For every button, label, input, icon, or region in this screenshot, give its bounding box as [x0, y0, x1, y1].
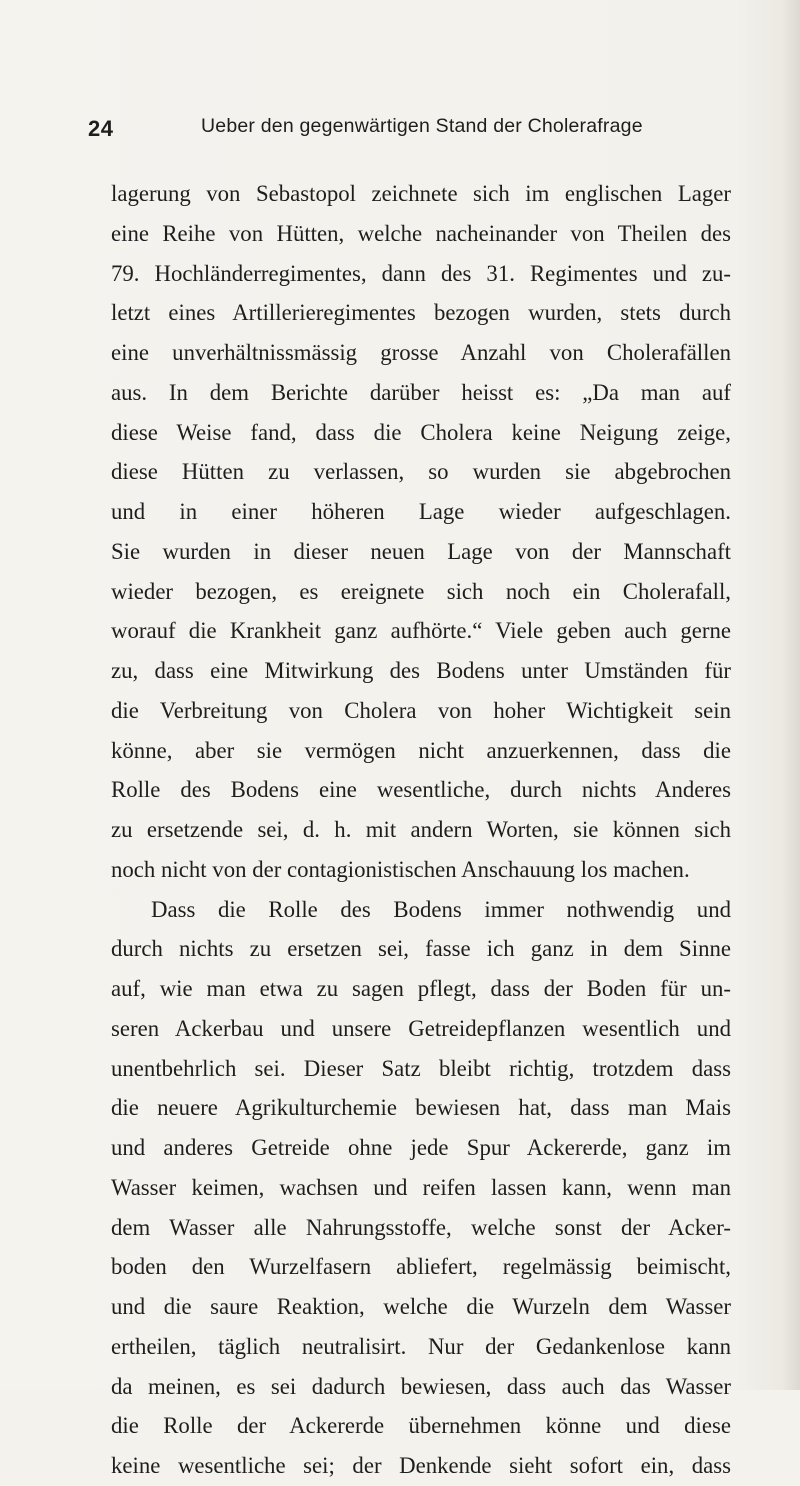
text-line: eine unverhältnissmässig grosse Anzahl von Cholerafällen — [111, 340, 731, 365]
running-title: Ueber den gegenwärtigen Stand der Cholerafrage — [201, 115, 643, 137]
text-line: auf, wie man etwa zu sagen pflegt, dass der Boden für un- — [111, 976, 731, 1001]
text-line: durch nichts zu ersetzen sei, fasse ich ganz in dem Sinne — [111, 936, 731, 962]
text-line: lagerung von Sebastopol zeichnete sich im englischen Lager — [111, 181, 731, 206]
text-line: wieder bezogen, es ereignete sich noch ein Cholerafall, — [111, 578, 731, 604]
page-number: 24 — [88, 116, 114, 141]
text-line: die neuere Agrikulturchemie bewiesen hat, dass man Mais — [111, 1095, 731, 1121]
text-line: die Verbreitung von Cholera von hoher Wichtigkeit sein — [111, 697, 731, 723]
text-line: zu ersetzende sei, d. h. mit andern Worten, sie können sich — [111, 817, 731, 842]
text-line: diese Weise fand, dass die Cholera keine Neigung zeige, — [111, 419, 731, 445]
text-line: worauf die Krankheit ganz aufhörte.“ Viele geben auch gerne — [111, 618, 731, 644]
page-header — [88, 112, 748, 144]
text-line: Rolle des Bodens eine wesentliche, durch nichts Anderes — [111, 777, 731, 803]
text-line: Sie wurden in dieser neuen Lage von der Mannschaft — [111, 538, 731, 564]
text-line: ertheilen, täglich neutralisirt. Nur der Gedankenlose kann — [111, 1333, 731, 1359]
body-text — [111, 174, 731, 1486]
text-line: Wasser keimen, wachsen und reifen lassen kann, wenn man — [111, 1174, 731, 1200]
text-line: zu, dass eine Mitwirkung des Bodens unter Umständen für — [111, 658, 731, 683]
text-line: boden den Wurzelfasern abliefert, regelmässig beimischt, — [111, 1254, 731, 1280]
text-line: noch nicht von der contagionistischen Anschauung los machen. — [111, 856, 690, 882]
text-line: seren Ackerbau und unsere Getreidepflanzen wesentlich und — [111, 1015, 731, 1041]
text-line: könne, aber sie vermögen nicht anzuerkennen, dass die — [111, 737, 731, 763]
text-line: da meinen, es sei dadurch bewiesen, dass auch das Wasser — [111, 1373, 731, 1399]
text-line: diese Hütten zu verlassen, so wurden sie abgebrochen — [111, 459, 731, 485]
text-line: dem Wasser alle Nahrungsstoffe, welche sonst der Acker- — [111, 1214, 731, 1240]
paragraph-first-line: Dass die Rolle des Bodens immer nothwendig und — [151, 896, 731, 922]
text-line: letzt eines Artillerieregimentes bezogen wurden, stets durch — [111, 300, 731, 326]
text-line: die Rolle der Ackererde übernehmen könne und diese — [111, 1413, 731, 1439]
text-line: unentbehrlich sei. Dieser Satz bleibt richtig, trotzdem dass — [111, 1055, 731, 1081]
text-line: 79. Hochländerregimentes, dann des 31. Regimentes und zu- — [111, 260, 731, 286]
text-line: und anderes Getreide ohne jede Spur Ackererde, ganz im — [111, 1135, 731, 1160]
text-line: eine Reihe von Hütten, welche nacheinander von Theilen des — [111, 220, 731, 246]
text-line: und die saure Reaktion, welche die Wurzeln dem Wasser — [111, 1294, 731, 1319]
text-line: und in einer höheren Lage wieder aufgeschlagen. — [111, 499, 731, 524]
text-line: keine wesentliche sei; der Denkende sieht sofort ein, dass — [111, 1453, 731, 1478]
text-line: aus. In dem Berichte darüber heisst es: „Da man auf — [111, 379, 731, 405]
page-edge-shadow — [782, 0, 800, 1390]
